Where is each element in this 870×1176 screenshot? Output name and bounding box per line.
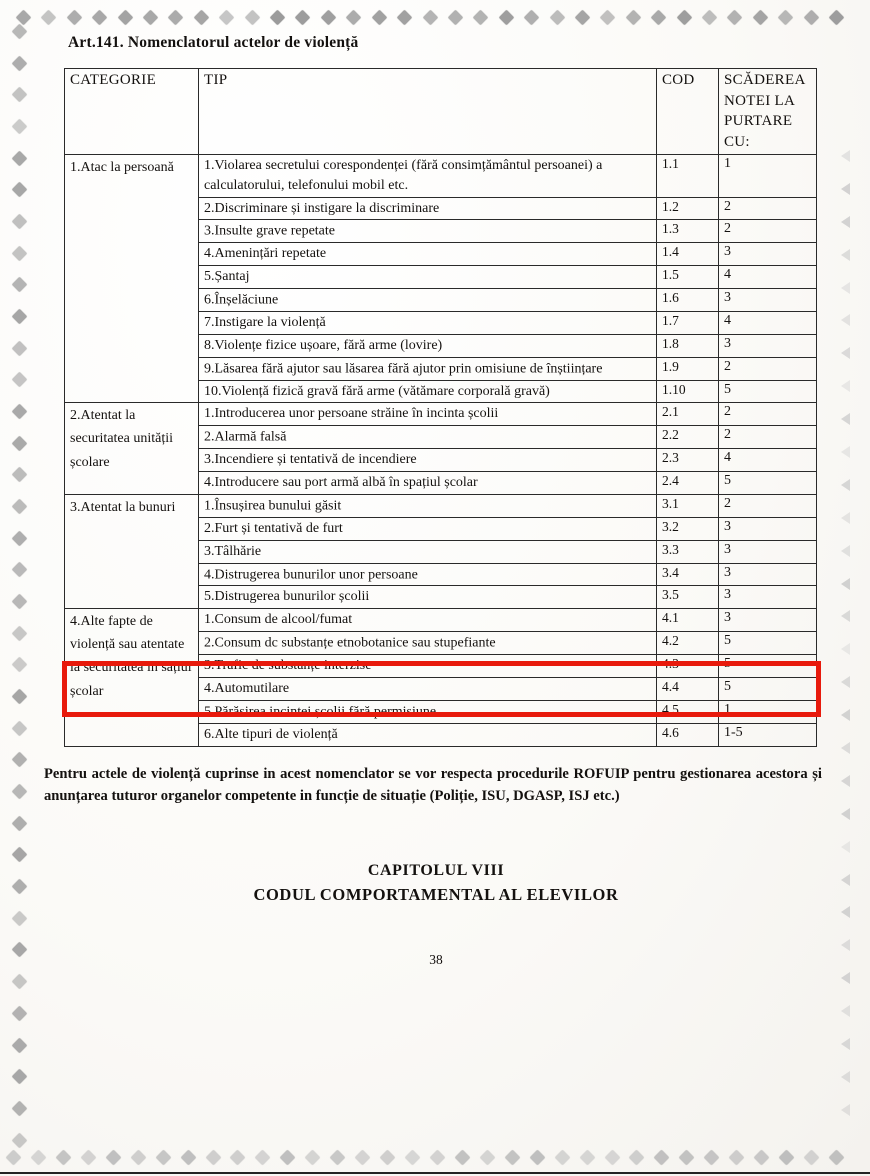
decorative-border-bottom [8, 1146, 842, 1168]
category-cell: 1.Atac la persoană [65, 154, 199, 403]
chapter-heading [42, 859, 830, 908]
diamond-marker-icon [92, 9, 108, 25]
diamond-marker-icon [529, 1149, 545, 1165]
cod-cell: 1.1 [657, 154, 719, 197]
diamond-marker-icon [498, 9, 514, 25]
diamond-marker-icon [549, 9, 565, 25]
diamond-marker-icon [380, 1149, 396, 1165]
arrow-marker-icon [841, 742, 850, 754]
diamond-marker-icon [346, 9, 362, 25]
diamond-marker-icon [11, 562, 27, 578]
arrow-marker-icon [841, 709, 850, 721]
diamond-marker-icon [753, 9, 769, 25]
decorative-border-right [834, 150, 856, 1116]
diamond-marker-icon [654, 1149, 670, 1165]
diamond-marker-icon [11, 245, 27, 261]
diamond-marker-icon [11, 87, 27, 103]
column-header-categorie: CATEGORIE [65, 69, 199, 155]
tip-cell: 3.Incendiere și tentativă de incendiere [199, 449, 657, 472]
diamond-marker-icon [11, 340, 27, 356]
scadere-cell: 5 [719, 632, 817, 655]
diamond-marker-icon [11, 1006, 27, 1022]
diamond-marker-icon [11, 1101, 27, 1117]
chapter-title: CODUL COMPORTAMENTAL AL ELEVILOR [253, 884, 619, 904]
diamond-marker-icon [604, 1149, 620, 1165]
diamond-marker-icon [11, 752, 27, 768]
tip-cell: 7.Instigare la violență [199, 311, 657, 334]
diamond-marker-icon [11, 24, 27, 40]
cod-cell: 4.6 [657, 723, 719, 746]
scadere-cell: 3 [719, 517, 817, 540]
diamond-marker-icon [629, 1149, 645, 1165]
diamond-marker-icon [11, 372, 27, 388]
diamond-marker-icon [295, 9, 311, 25]
category-cell: 3.Atentat la bunuri [65, 494, 199, 608]
diamond-marker-icon [105, 1149, 121, 1165]
diamond-marker-icon [31, 1149, 47, 1165]
scadere-cell: 3 [719, 609, 817, 632]
arrow-marker-icon [841, 479, 850, 491]
page-title: Art.141. Nomenclatorul actelor de violență [68, 34, 359, 51]
diamond-marker-icon [330, 1149, 346, 1165]
cod-cell: 3.3 [657, 540, 719, 563]
scadere-cell: 5 [719, 655, 817, 678]
diamond-marker-icon [455, 1149, 471, 1165]
diamond-marker-icon [430, 1149, 446, 1165]
nomenclator-table [64, 68, 817, 747]
table-head [65, 69, 817, 155]
diamond-marker-icon [422, 9, 438, 25]
cod-cell: 1.10 [657, 380, 719, 403]
diamond-marker-icon [679, 1149, 695, 1165]
scadere-cell: 2 [719, 220, 817, 243]
diamond-marker-icon [504, 1149, 520, 1165]
chapter-number: CAPITOLUL VIII [367, 861, 505, 879]
arrow-marker-icon [841, 906, 850, 918]
diamond-marker-icon [829, 1149, 845, 1165]
scadere-cell: 2 [719, 357, 817, 380]
cod-cell: 2.3 [657, 449, 719, 472]
diamond-marker-icon [230, 1149, 246, 1165]
diamond-marker-icon [11, 1037, 27, 1053]
diamond-marker-icon [219, 9, 235, 25]
category-cell: 2.Atentat la securitatea unității școlare [65, 403, 199, 495]
diamond-marker-icon [779, 1149, 795, 1165]
diamond-marker-icon [754, 1149, 770, 1165]
tip-cell: 6.Înșelăciune [199, 289, 657, 312]
tip-cell: 4.Introducere sau port armă albă în spațiul școlar [199, 472, 657, 495]
diamond-marker-icon [11, 942, 27, 958]
arrow-marker-icon [841, 610, 850, 622]
diamond-marker-icon [448, 9, 464, 25]
diamond-marker-icon [11, 625, 27, 641]
page-number: 38 [429, 951, 443, 967]
diamond-marker-icon [280, 1149, 296, 1165]
diamond-marker-icon [727, 9, 743, 25]
diamond-marker-icon [305, 1149, 321, 1165]
arrow-marker-icon [841, 1005, 850, 1017]
arrow-marker-icon [841, 249, 850, 261]
diamond-marker-icon [11, 1132, 27, 1148]
diamond-marker-icon [11, 657, 27, 673]
scadere-cell: 5 [719, 380, 817, 403]
tip-cell: 2.Consum dc substanțe etnobotanice sau stupefiante [199, 632, 657, 655]
diamond-marker-icon [67, 9, 83, 25]
tip-cell: 1.Consum de alcool/fumat [199, 609, 657, 632]
diamond-marker-icon [729, 1149, 745, 1165]
diamond-marker-icon [11, 467, 27, 483]
scadere-cell: 1-5 [719, 723, 817, 746]
diamond-marker-icon [371, 9, 387, 25]
diamond-marker-icon [143, 9, 159, 25]
table-row [65, 154, 817, 197]
cod-cell: 3.5 [657, 586, 719, 609]
diamond-marker-icon [6, 1149, 22, 1165]
scadere-cell: 3 [719, 540, 817, 563]
diamond-marker-icon [321, 9, 337, 25]
scadere-cell: 4 [719, 266, 817, 289]
arrow-marker-icon [841, 841, 850, 853]
decorative-border-left [8, 26, 30, 1146]
scadere-cell: 5 [719, 677, 817, 700]
tip-cell: 5.Părăsirea incintei școlii fără permisiune [199, 701, 657, 724]
diamond-marker-icon [473, 9, 489, 25]
arrow-marker-icon [841, 282, 850, 294]
tip-cell: 9.Lăsarea fără ajutor sau lăsarea fără ajutor prin omisiune de înștiințare [199, 358, 657, 381]
table-row [65, 494, 817, 517]
cod-cell: 1.6 [657, 289, 719, 312]
diamond-marker-icon [524, 9, 540, 25]
cod-cell: 1.5 [657, 266, 719, 289]
scadere-cell: 1 [719, 154, 817, 197]
diamond-marker-icon [11, 55, 27, 71]
scadere-cell: 2 [719, 426, 817, 449]
page-bottom-rule [0, 1172, 870, 1174]
diamond-marker-icon [11, 499, 27, 515]
tip-cell: 2.Alarmă falsă [199, 426, 657, 449]
diamond-marker-icon [11, 911, 27, 927]
tip-cell: 3.Tâlhărie [199, 540, 657, 563]
tip-cell: 6.Alte tipuri de violență [199, 723, 657, 746]
scadere-cell: 3 [719, 243, 817, 266]
diamond-marker-icon [56, 1149, 72, 1165]
tip-cell: 2.Furt și tentativă de furt [199, 517, 657, 540]
tip-cell: 1.Introducerea unor persoane străine în incinta școlii [199, 403, 657, 426]
diamond-marker-icon [480, 1149, 496, 1165]
scadere-cell: 3 [719, 563, 817, 586]
diamond-marker-icon [554, 1149, 570, 1165]
arrow-marker-icon [841, 512, 850, 524]
scadere-cell: 2 [719, 197, 817, 220]
arrow-marker-icon [841, 413, 850, 425]
arrow-marker-icon [841, 216, 850, 228]
cod-cell: 3.2 [657, 517, 719, 540]
arrow-marker-icon [841, 545, 850, 557]
diamond-marker-icon [11, 1069, 27, 1085]
diamond-marker-icon [11, 119, 27, 135]
cod-cell: 4.4 [657, 677, 719, 700]
diamond-marker-icon [11, 879, 27, 895]
cod-cell: 2.2 [657, 426, 719, 449]
cod-cell: 2.4 [657, 472, 719, 495]
arrow-marker-icon [841, 1038, 850, 1050]
diamond-marker-icon [155, 1149, 171, 1165]
tip-cell: 1.Însușirea bunului găsit [199, 495, 657, 518]
tip-cell: 4.Amenințări repetate [199, 243, 657, 266]
arrow-marker-icon [841, 972, 850, 984]
arrow-marker-icon [841, 150, 850, 162]
tip-cell: 3.Trafic de substanțe interzise [199, 655, 657, 678]
tip-cell: 8.Violențe fizice ușoare, fără arme (lovire) [199, 334, 657, 357]
tip-cell: 4.Distrugerea bunurilor unor persoane [199, 563, 657, 586]
diamond-marker-icon [625, 9, 641, 25]
cod-cell: 1.3 [657, 220, 719, 243]
note-paragraph: Pentru actele de violență cuprinse in acest nomenclator se vor respecta procedurile ROFUIP pentru gestionarea acestora și anunțarea tuturor organelor competente in funcție de situație (Poliție, ISU, DGASP, ISJ etc.) [44, 765, 822, 804]
cod-cell: 4.5 [657, 700, 719, 723]
table-header-row [65, 69, 817, 155]
table-body [65, 154, 817, 746]
table-row [65, 609, 817, 632]
diamond-marker-icon [778, 9, 794, 25]
diamond-marker-icon [804, 1149, 820, 1165]
diamond-marker-icon [11, 721, 27, 737]
diamond-marker-icon [651, 9, 667, 25]
diamond-marker-icon [11, 974, 27, 990]
diamond-marker-icon [676, 9, 692, 25]
diamond-marker-icon [11, 309, 27, 325]
scadere-cell: 3 [719, 586, 817, 609]
scadere-cell: 1 [719, 700, 817, 723]
diamond-marker-icon [397, 9, 413, 25]
arrow-marker-icon [841, 347, 850, 359]
scadere-cell: 3 [719, 334, 817, 357]
cod-cell: 2.1 [657, 403, 719, 426]
document-content [42, 34, 830, 968]
scadere-cell: 2 [719, 403, 817, 426]
diamond-marker-icon [11, 847, 27, 863]
tip-cell: 5.Șantaj [199, 266, 657, 289]
diamond-marker-icon [11, 404, 27, 420]
arrow-marker-icon [841, 643, 850, 655]
column-header-scadere: SCĂDEREA NOTEI LA PURTARE CU: [719, 69, 817, 155]
tip-cell: 10.Violență fizică gravă fără arme (vătămare corporală gravă) [199, 380, 657, 403]
diamond-marker-icon [11, 277, 27, 293]
diamond-marker-icon [575, 9, 591, 25]
diamond-marker-icon [11, 594, 27, 610]
diamond-marker-icon [11, 530, 27, 546]
cod-cell: 3.1 [657, 494, 719, 517]
tip-cell: 2.Discriminare și instigare la discriminare [199, 197, 657, 220]
diamond-marker-icon [405, 1149, 421, 1165]
diamond-marker-icon [829, 9, 845, 25]
arrow-marker-icon [841, 578, 850, 590]
arrow-marker-icon [841, 775, 850, 787]
diamond-marker-icon [130, 1149, 146, 1165]
arrow-marker-icon [841, 1104, 850, 1116]
tip-cell: 4.Automutilare [199, 677, 657, 700]
diamond-marker-icon [11, 214, 27, 230]
diamond-marker-icon [255, 1149, 271, 1165]
diamond-marker-icon [11, 150, 27, 166]
column-header-tip: TIP [199, 69, 657, 155]
cod-cell: 1.7 [657, 311, 719, 334]
arrow-marker-icon [841, 874, 850, 886]
diamond-marker-icon [11, 435, 27, 451]
diamond-marker-icon [244, 9, 260, 25]
scadere-cell: 4 [719, 449, 817, 472]
tip-cell: 3.Insulte grave repetate [199, 220, 657, 243]
arrow-marker-icon [841, 808, 850, 820]
diamond-marker-icon [16, 9, 32, 25]
arrow-marker-icon [841, 1071, 850, 1083]
diamond-marker-icon [168, 9, 184, 25]
diamond-marker-icon [803, 9, 819, 25]
diamond-marker-icon [205, 1149, 221, 1165]
cod-cell: 4.1 [657, 609, 719, 632]
diamond-marker-icon [704, 1149, 720, 1165]
diamond-marker-icon [194, 9, 210, 25]
cod-cell: 1.2 [657, 197, 719, 220]
arrow-marker-icon [841, 380, 850, 392]
diamond-marker-icon [11, 689, 27, 705]
scadere-cell: 5 [719, 472, 817, 495]
scadere-cell: 2 [719, 494, 817, 517]
cod-cell: 4.3 [657, 655, 719, 678]
table-row [65, 403, 817, 426]
arrow-marker-icon [841, 183, 850, 195]
diamond-marker-icon [702, 9, 718, 25]
cod-cell: 3.4 [657, 563, 719, 586]
diamond-marker-icon [117, 9, 133, 25]
diamond-marker-icon [11, 182, 27, 198]
tip-cell: 1.Violarea secretului corespondenței (fără consimțământul persoanei) a calculatorului, telefonului mobil etc. [199, 154, 657, 197]
diamond-marker-icon [81, 1149, 97, 1165]
cod-cell: 4.2 [657, 632, 719, 655]
arrow-marker-icon [841, 314, 850, 326]
scadere-cell: 3 [719, 289, 817, 312]
arrow-marker-icon [841, 939, 850, 951]
arrow-marker-icon [841, 676, 850, 688]
category-cell: 4.Alte fapte de violență sau atentate la securitatea în sațiul școlar [65, 609, 199, 746]
scadere-cell: 4 [719, 311, 817, 334]
diamond-marker-icon [600, 9, 616, 25]
decorative-border-top [18, 6, 842, 28]
column-header-cod: COD [657, 69, 719, 155]
diamond-marker-icon [579, 1149, 595, 1165]
diamond-marker-icon [11, 784, 27, 800]
diamond-marker-icon [180, 1149, 196, 1165]
diamond-marker-icon [11, 816, 27, 832]
cod-cell: 1.4 [657, 243, 719, 266]
arrow-marker-icon [841, 446, 850, 458]
diamond-marker-icon [41, 9, 57, 25]
diamond-marker-icon [270, 9, 286, 25]
cod-cell: 1.8 [657, 334, 719, 357]
diamond-marker-icon [355, 1149, 371, 1165]
cod-cell: 1.9 [657, 357, 719, 380]
tip-cell: 5.Distrugerea bunurilor școlii [199, 586, 657, 609]
